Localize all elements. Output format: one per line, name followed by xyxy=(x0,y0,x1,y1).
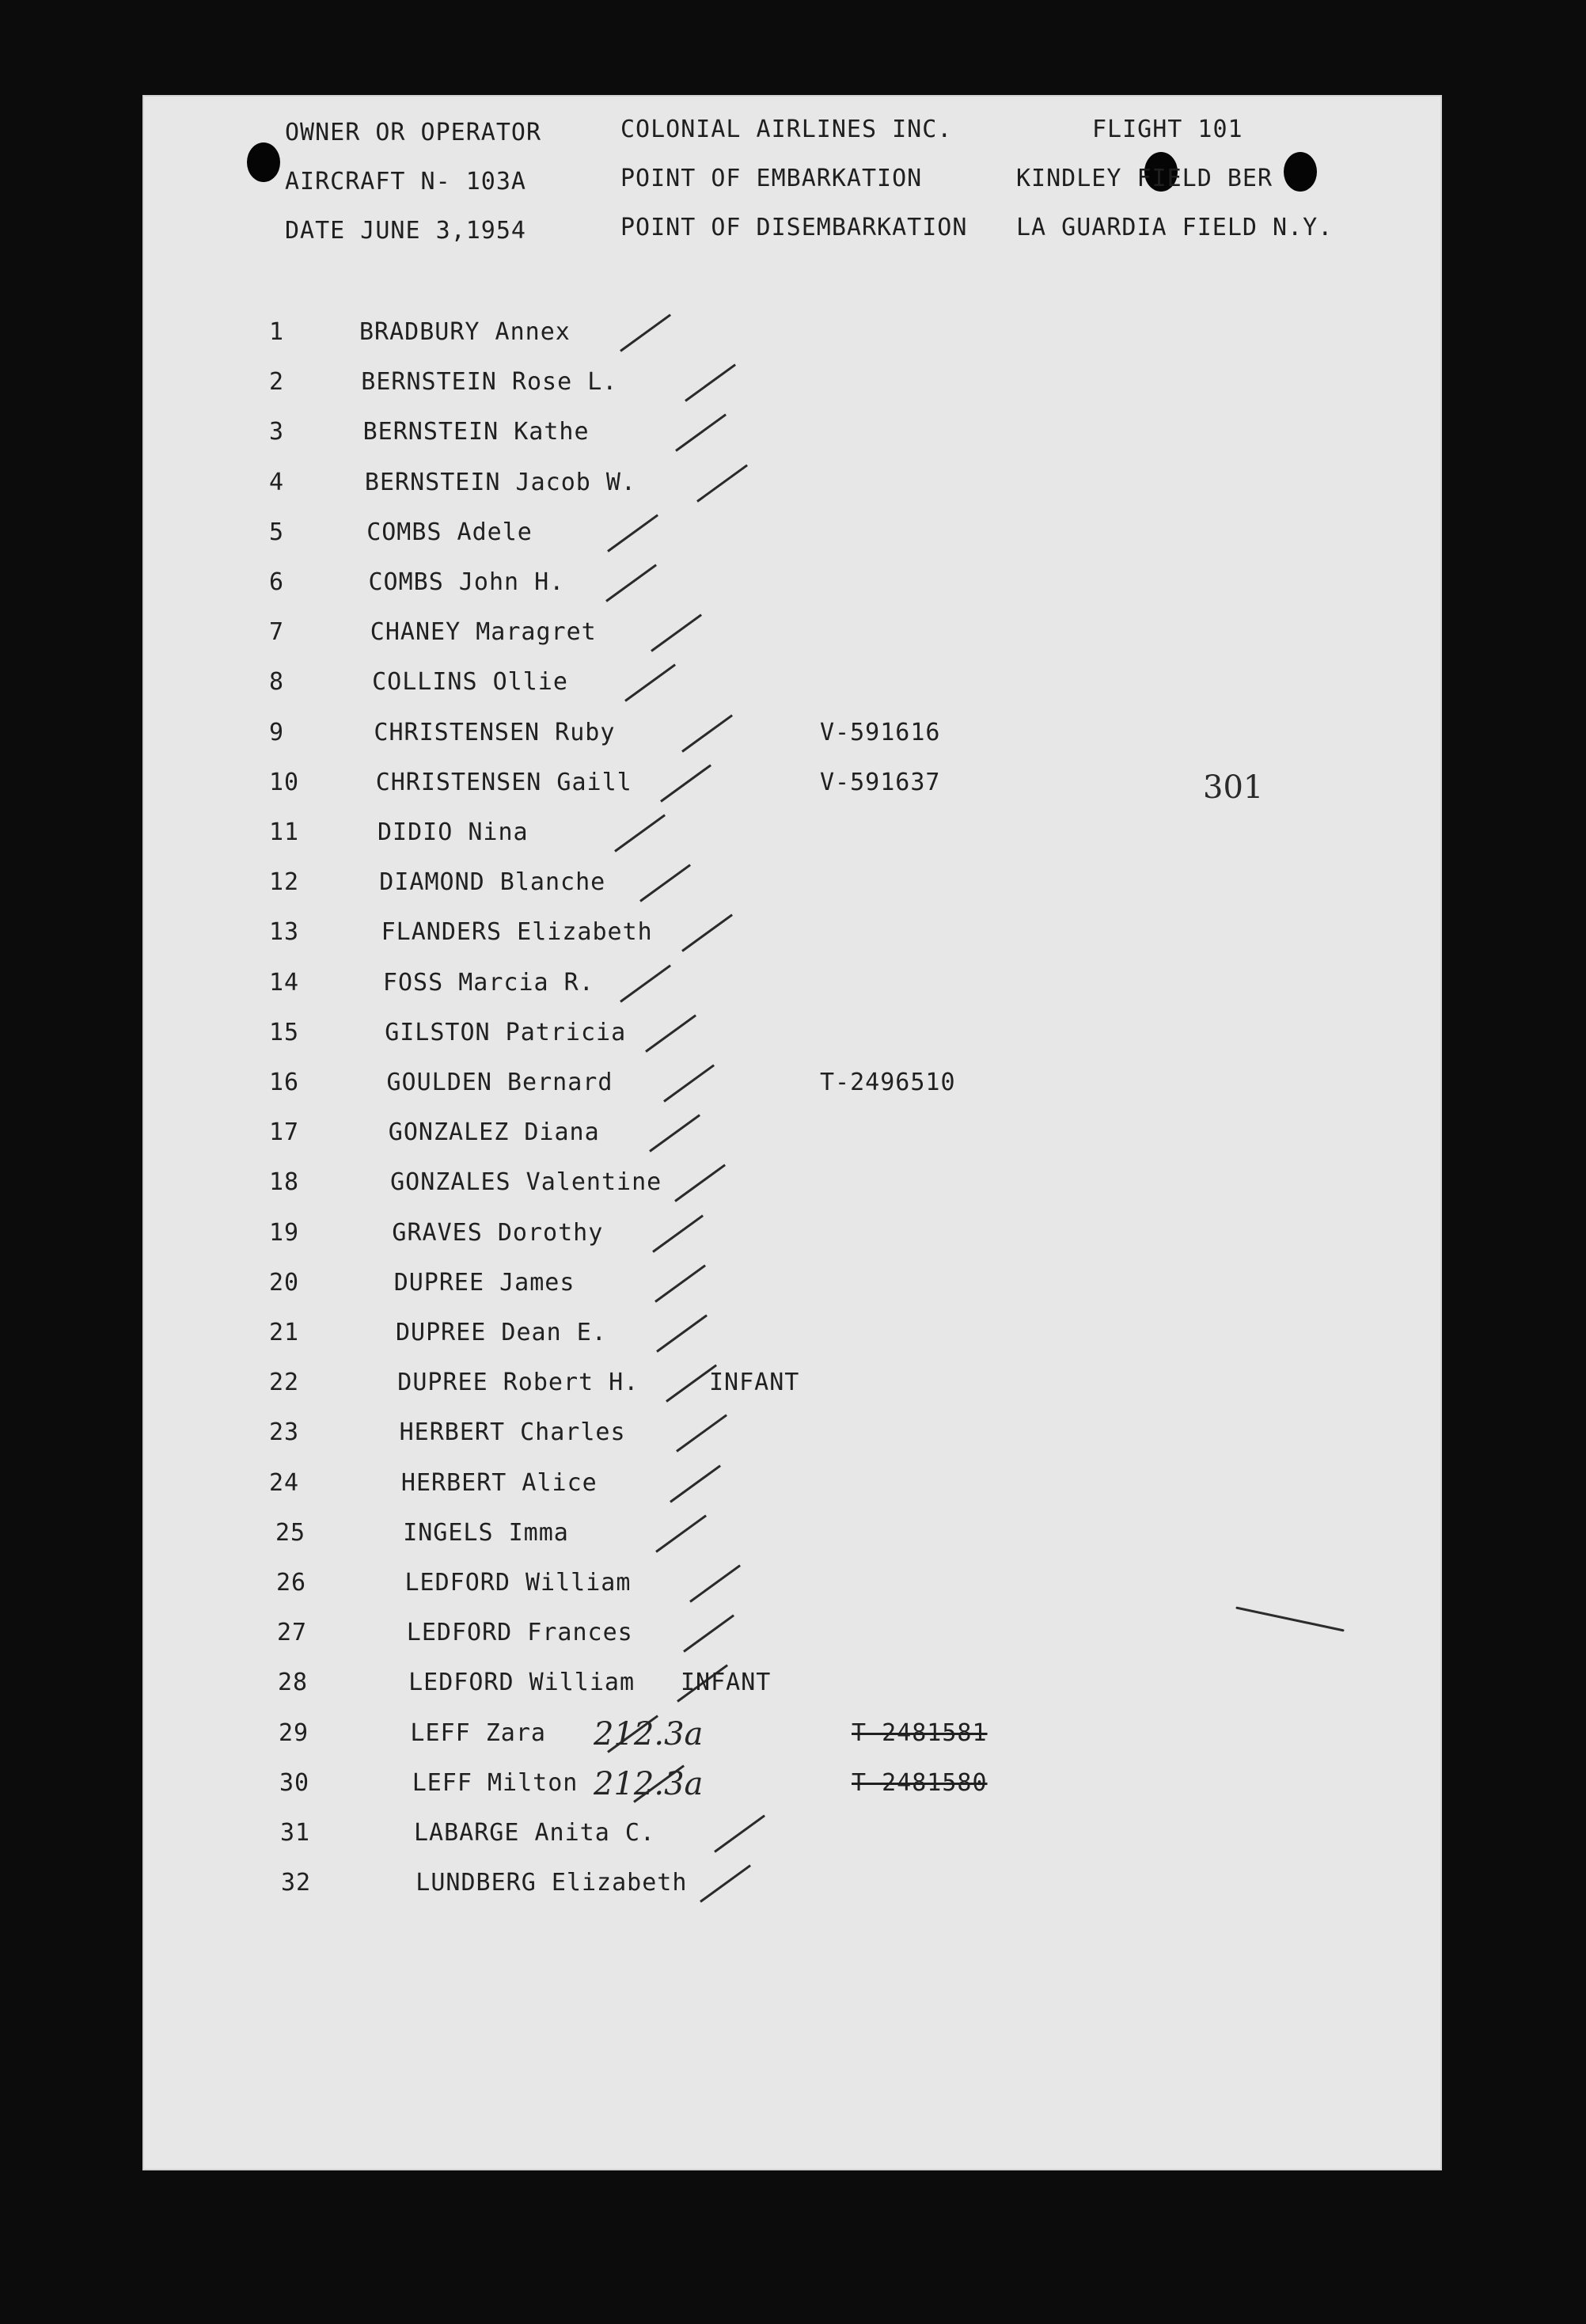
table-row xyxy=(142,668,1442,708)
row-number: 22 xyxy=(269,1369,300,1397)
table-row xyxy=(142,1569,1442,1608)
table-row xyxy=(142,368,1442,408)
passenger-name: LUNDBERG Elizabeth xyxy=(415,1869,688,1897)
table-row xyxy=(142,1418,1442,1458)
row-number: 27 xyxy=(277,1619,308,1647)
row-number: 2 xyxy=(269,368,285,397)
table-row xyxy=(142,1168,1442,1208)
passenger-name: GONZALES Valentine xyxy=(390,1168,662,1197)
check-mark xyxy=(645,1014,696,1052)
table-row xyxy=(142,1319,1442,1358)
row-number: 1 xyxy=(269,318,285,346)
embarkation-value: KINDLEY FIELD BER xyxy=(1016,165,1273,192)
check-mark xyxy=(649,1115,700,1153)
row-number: 23 xyxy=(269,1418,300,1447)
passenger-name: LEDFORD William xyxy=(408,1669,636,1697)
passenger-name: HERBERT Charles xyxy=(399,1418,626,1447)
punch-hole xyxy=(247,142,280,182)
owner-value: COLONIAL AIRLINES INC. xyxy=(620,116,953,143)
check-mark xyxy=(651,614,702,652)
margin-note: 301 xyxy=(1203,769,1264,806)
passenger-name: FLANDERS Elizabeth xyxy=(381,918,653,947)
row-number: 28 xyxy=(278,1669,309,1697)
table-row xyxy=(142,1519,1442,1559)
check-mark xyxy=(607,514,658,552)
row-number: 18 xyxy=(269,1168,300,1197)
passenger-name: FOSS Marcia R. xyxy=(382,968,594,997)
passenger-name: COLLINS Ollie xyxy=(372,668,568,697)
disembarkation-label: POINT OF DISEMBARKATION xyxy=(620,214,968,241)
check-mark xyxy=(689,1564,741,1602)
passenger-name: GOULDEN Bernard xyxy=(386,1069,613,1096)
passenger-name: BRADBURY Annex xyxy=(359,318,571,346)
passenger-name: HERBERT Alice xyxy=(400,1468,598,1497)
table-row xyxy=(142,1469,1442,1509)
row-number: 26 xyxy=(276,1569,307,1597)
check-mark xyxy=(655,1264,706,1302)
table-row xyxy=(142,1219,1442,1259)
check-mark xyxy=(605,564,657,602)
table-row xyxy=(142,818,1442,858)
passenger-name: LABARGE Anita C. xyxy=(414,1819,655,1847)
table-row xyxy=(142,868,1442,908)
check-mark xyxy=(660,764,711,802)
table-row xyxy=(142,518,1442,558)
row-number: 25 xyxy=(275,1518,306,1547)
check-mark xyxy=(675,414,727,452)
aircraft-number: AIRCRAFT N- 103A xyxy=(285,168,526,196)
row-number: 6 xyxy=(269,568,285,596)
check-mark xyxy=(683,1615,734,1653)
passenger-name: LEDFORD William xyxy=(404,1569,632,1597)
passenger-name: CHANEY Maragret xyxy=(370,618,597,647)
row-number: 19 xyxy=(269,1218,300,1247)
row-number: 16 xyxy=(269,1069,300,1096)
check-mark xyxy=(674,1164,726,1202)
row-number: 7 xyxy=(269,618,285,647)
table-row xyxy=(142,969,1442,1008)
visa-number: V-591637 xyxy=(820,768,941,796)
passenger-name: BERNSTEIN Rose L. xyxy=(361,368,618,397)
row-number: 10 xyxy=(269,768,300,796)
table-row xyxy=(142,1019,1442,1058)
passenger-name: INGELS Imma xyxy=(403,1518,569,1547)
row-number: 4 xyxy=(269,468,285,496)
passenger-name: CHRISTENSEN Gaill xyxy=(375,768,632,796)
row-number: 11 xyxy=(269,818,300,846)
check-mark xyxy=(670,1464,721,1502)
row-number: 20 xyxy=(269,1268,300,1297)
table-row xyxy=(142,568,1442,608)
passenger-name: GRAVES Dorothy xyxy=(392,1218,604,1247)
visa-number: T-2481581 xyxy=(852,1718,988,1747)
visa-number: V-591616 xyxy=(820,718,941,746)
table-row xyxy=(142,1819,1442,1859)
passenger-name: COMBS Adele xyxy=(366,518,533,546)
passenger-name: BERNSTEIN Jacob W. xyxy=(364,468,636,496)
row-number: 29 xyxy=(279,1718,309,1747)
row-number: 30 xyxy=(279,1768,310,1797)
row-number: 12 xyxy=(269,868,300,897)
check-mark xyxy=(685,364,736,402)
table-row xyxy=(142,1118,1442,1158)
passenger-name: LEFF Milton xyxy=(412,1768,579,1797)
visa-number: T-2496510 xyxy=(820,1069,956,1096)
passenger-name: COMBS John H. xyxy=(368,568,565,596)
passenger-name: DUPREE James xyxy=(393,1268,575,1297)
check-mark xyxy=(714,1814,765,1852)
passenger-name: GILSTON Patricia xyxy=(385,1018,627,1046)
row-number: 15 xyxy=(269,1018,300,1046)
flight-date: DATE JUNE 3,1954 xyxy=(285,217,526,245)
manifest-sheet xyxy=(142,95,1442,2170)
table-row xyxy=(142,618,1442,658)
row-number: 5 xyxy=(269,518,285,546)
disembarkation-value: LA GUARDIA FIELD N.Y. xyxy=(1016,214,1334,241)
passenger-name: DIDIO Nina xyxy=(378,818,529,846)
table-row xyxy=(142,719,1442,758)
check-mark xyxy=(682,714,734,752)
punch-hole xyxy=(1284,152,1317,192)
table-row xyxy=(142,1715,1442,1759)
check-mark xyxy=(696,464,748,502)
handwritten-code: 212.3a xyxy=(594,1765,704,1802)
check-mark xyxy=(624,664,676,702)
row-number: 32 xyxy=(281,1869,312,1897)
check-mark xyxy=(614,814,666,852)
table-row xyxy=(142,918,1442,958)
table-row xyxy=(142,1669,1442,1708)
passenger-name: CHRISTENSEN Ruby xyxy=(374,718,616,746)
row-number: 31 xyxy=(280,1819,311,1847)
table-row xyxy=(142,1369,1442,1408)
table-row xyxy=(142,418,1442,458)
table-row xyxy=(142,1869,1442,1908)
embarkation-label: POINT OF EMBARKATION xyxy=(620,165,923,192)
row-number: 13 xyxy=(269,918,300,947)
row-number: 3 xyxy=(269,418,285,446)
visa-number: T-2481580 xyxy=(852,1768,988,1797)
row-number: 21 xyxy=(269,1319,300,1346)
check-mark xyxy=(700,1865,751,1903)
passenger-name: LEFF Zara xyxy=(410,1718,546,1747)
table-row xyxy=(142,1765,1442,1809)
check-mark xyxy=(656,1314,708,1352)
check-mark xyxy=(663,1064,715,1102)
flight-number: FLIGHT 101 xyxy=(1092,116,1243,143)
row-number: 14 xyxy=(269,968,300,997)
handwritten-code: 212.3a xyxy=(594,1715,704,1752)
check-mark xyxy=(620,313,671,351)
passenger-name: DUPREE Robert H. xyxy=(397,1369,639,1397)
table-row xyxy=(142,1069,1442,1108)
row-number: 17 xyxy=(269,1118,300,1147)
owner-label: OWNER OR OPERATOR xyxy=(285,119,542,146)
row-number: 8 xyxy=(269,668,285,697)
table-row xyxy=(142,318,1442,358)
check-mark xyxy=(676,1415,727,1452)
table-row xyxy=(142,1619,1442,1658)
row-number: 24 xyxy=(269,1468,300,1497)
passenger-name: DIAMOND Blanche xyxy=(379,868,606,897)
passenger-name: GONZALEZ Diana xyxy=(388,1118,600,1147)
row-number: 9 xyxy=(269,718,285,746)
table-row xyxy=(142,469,1442,508)
infant-note: INFANT xyxy=(681,1669,772,1697)
passenger-name: DUPREE Dean E. xyxy=(396,1319,607,1346)
check-mark xyxy=(639,864,691,902)
check-mark xyxy=(653,1214,704,1252)
check-mark xyxy=(655,1514,707,1552)
check-mark xyxy=(681,914,733,952)
infant-note: INFANT xyxy=(709,1369,800,1397)
passenger-name: BERNSTEIN Kathe xyxy=(362,418,590,446)
table-row xyxy=(142,1269,1442,1308)
passenger-name: LEDFORD Frances xyxy=(406,1619,633,1647)
check-mark xyxy=(620,964,671,1002)
